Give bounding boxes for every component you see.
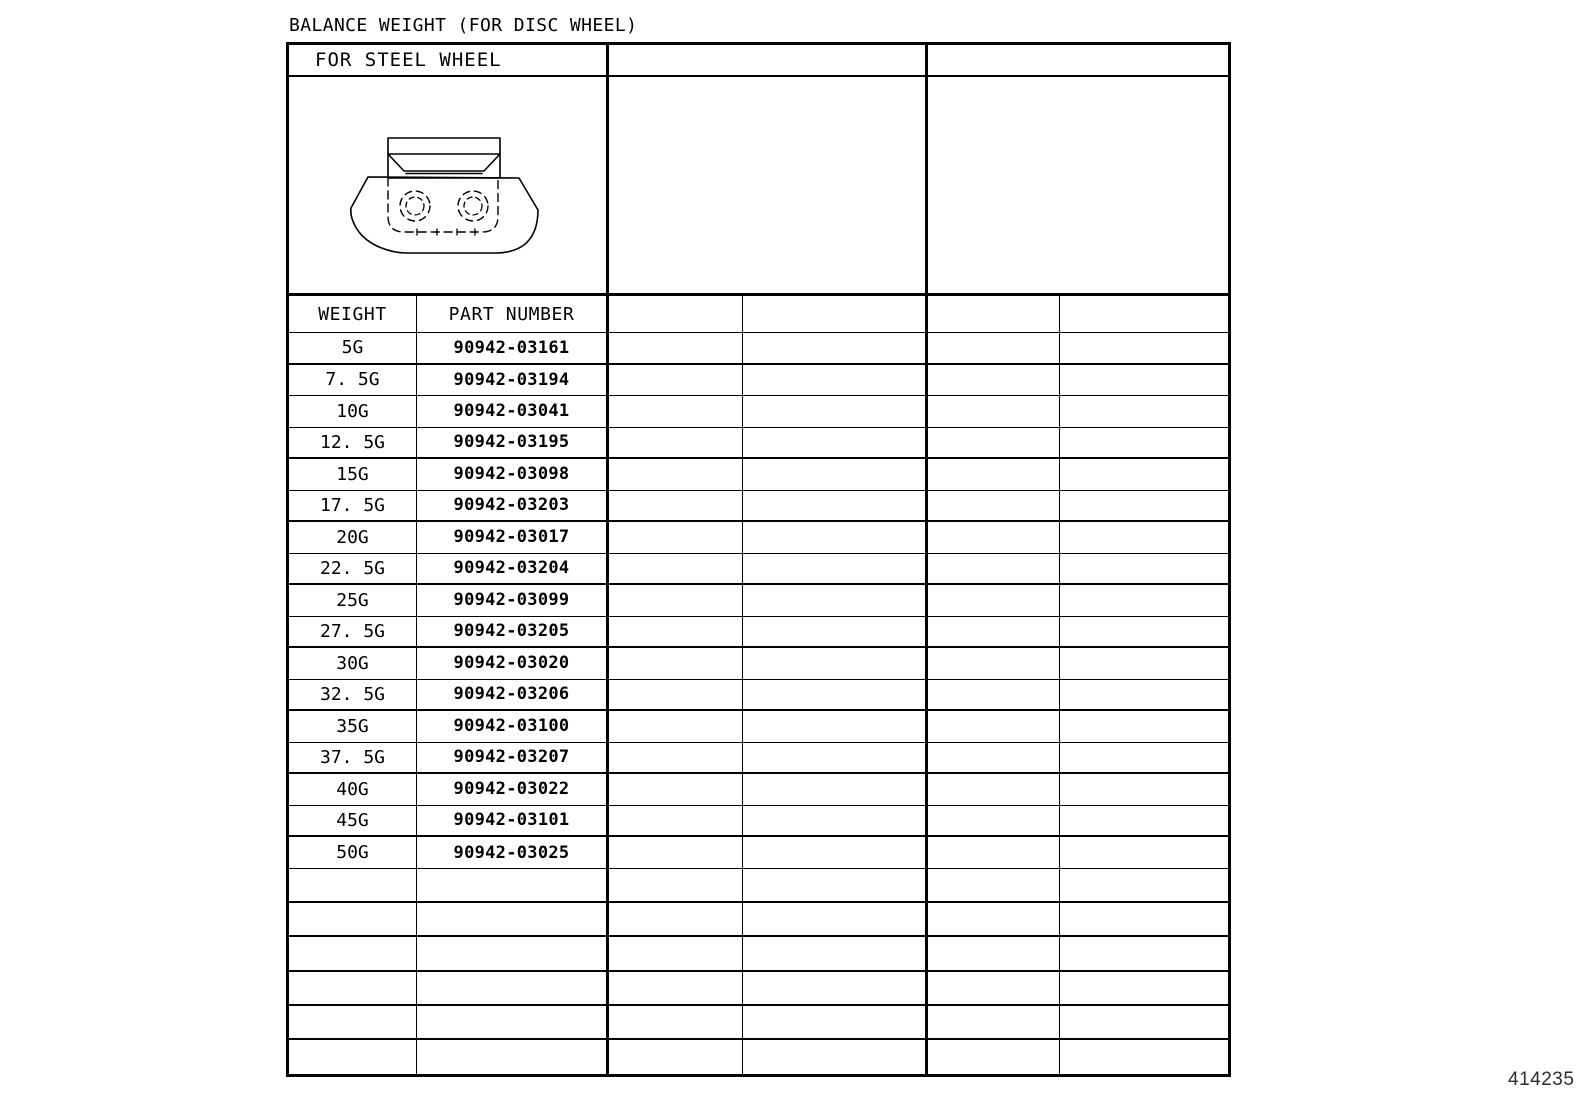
empty-cell bbox=[609, 774, 743, 805]
empty-cell bbox=[1060, 937, 1228, 969]
table-row bbox=[289, 837, 1228, 869]
empty-cell bbox=[609, 743, 743, 773]
column-header-empty bbox=[1060, 296, 1228, 332]
empty-cell bbox=[743, 1040, 928, 1074]
empty-cell bbox=[928, 554, 1060, 584]
empty-cell bbox=[743, 743, 928, 773]
empty-cell bbox=[928, 333, 1060, 363]
empty-cell bbox=[1060, 648, 1228, 679]
parts-table bbox=[286, 42, 1231, 1077]
empty-cell bbox=[289, 869, 417, 901]
empty-cell bbox=[1060, 365, 1228, 396]
empty-cell bbox=[928, 428, 1060, 458]
part-number-cell: 90942-03161 bbox=[417, 333, 609, 363]
empty-cell bbox=[1060, 617, 1228, 647]
empty-cell bbox=[609, 837, 743, 868]
empty-cell bbox=[743, 680, 928, 710]
table-row bbox=[289, 806, 1228, 838]
empty-cell bbox=[1060, 333, 1228, 363]
empty-cell bbox=[609, 1040, 743, 1074]
weight-cell: 32. 5G bbox=[289, 680, 417, 710]
weight-cell: 20G bbox=[289, 522, 417, 553]
empty-cell bbox=[609, 903, 743, 935]
group-header-row bbox=[289, 45, 1228, 77]
empty-cell bbox=[417, 1040, 609, 1074]
empty-cell bbox=[1060, 869, 1228, 901]
empty-cell bbox=[928, 396, 1060, 427]
weight-cell: 50G bbox=[289, 837, 417, 868]
part-number-cell: 90942-03101 bbox=[417, 806, 609, 836]
column-header-empty bbox=[928, 296, 1060, 332]
empty-cell bbox=[743, 491, 928, 521]
empty-cell bbox=[289, 1006, 417, 1038]
weight-cell: 37. 5G bbox=[289, 743, 417, 773]
empty-cell bbox=[609, 648, 743, 679]
empty-cell bbox=[609, 365, 743, 396]
page-title: BALANCE WEIGHT (FOR DISC WHEEL) bbox=[289, 15, 638, 36]
empty-cell bbox=[743, 396, 928, 427]
empty-cell bbox=[928, 837, 1060, 868]
empty-cell bbox=[743, 428, 928, 458]
empty-cell bbox=[743, 522, 928, 553]
empty-cell bbox=[743, 617, 928, 647]
empty-cell bbox=[609, 396, 743, 427]
empty-cell bbox=[417, 937, 609, 969]
empty-cell bbox=[928, 648, 1060, 679]
page-number: 414235 bbox=[1508, 1069, 1575, 1090]
part-number-cell: 90942-03020 bbox=[417, 648, 609, 679]
empty-cell bbox=[289, 937, 417, 969]
empty-cell bbox=[743, 806, 928, 836]
empty-cell bbox=[1060, 743, 1228, 773]
empty-cell bbox=[928, 1040, 1060, 1074]
table-row bbox=[289, 774, 1228, 806]
empty-cell bbox=[743, 972, 928, 1004]
empty-cell bbox=[743, 459, 928, 490]
group-header-2 bbox=[609, 45, 928, 75]
empty-cell bbox=[609, 711, 743, 742]
table-row bbox=[289, 711, 1228, 743]
table-row bbox=[289, 648, 1228, 680]
empty-cell bbox=[1060, 491, 1228, 521]
part-number-cell: 90942-03017 bbox=[417, 522, 609, 553]
empty-cell bbox=[609, 522, 743, 553]
empty-cell bbox=[289, 903, 417, 935]
empty-cell bbox=[928, 522, 1060, 553]
weight-cell: 5G bbox=[289, 333, 417, 363]
group-header-steel-wheel: FOR STEEL WHEEL bbox=[289, 45, 609, 75]
empty-cell bbox=[743, 774, 928, 805]
table-row bbox=[289, 743, 1228, 775]
empty-cell bbox=[609, 554, 743, 584]
empty-cell bbox=[1060, 806, 1228, 836]
balance-weight-figure-icon bbox=[345, 126, 585, 266]
empty-cell bbox=[928, 617, 1060, 647]
table-row bbox=[289, 617, 1228, 649]
table-row bbox=[289, 680, 1228, 712]
part-number-cell: 90942-03098 bbox=[417, 459, 609, 490]
empty-cell bbox=[609, 1006, 743, 1038]
weight-cell: 22. 5G bbox=[289, 554, 417, 584]
empty-cell bbox=[743, 903, 928, 935]
empty-cell bbox=[928, 972, 1060, 1004]
empty-cell bbox=[1060, 522, 1228, 553]
empty-cell bbox=[609, 972, 743, 1004]
column-header-row bbox=[289, 296, 1228, 333]
column-header-part-number: PART NUMBER bbox=[417, 296, 609, 332]
empty-cell bbox=[928, 937, 1060, 969]
empty-cell bbox=[289, 972, 417, 1004]
empty-cell bbox=[1060, 711, 1228, 742]
empty-cell bbox=[417, 903, 609, 935]
part-number-cell: 90942-03100 bbox=[417, 711, 609, 742]
empty-cell bbox=[417, 869, 609, 901]
weight-cell: 15G bbox=[289, 459, 417, 490]
weight-cell: 7. 5G bbox=[289, 365, 417, 396]
figure-row-empty-cell bbox=[609, 77, 928, 293]
table-row bbox=[289, 459, 1228, 491]
empty-cell bbox=[1060, 972, 1228, 1004]
part-number-cell: 90942-03041 bbox=[417, 396, 609, 427]
empty-row bbox=[289, 972, 1228, 1006]
empty-cell bbox=[1060, 774, 1228, 805]
empty-cell bbox=[609, 806, 743, 836]
empty-cell bbox=[928, 1006, 1060, 1038]
empty-cell bbox=[928, 806, 1060, 836]
empty-cell bbox=[743, 554, 928, 584]
empty-cell bbox=[743, 937, 928, 969]
empty-cell bbox=[1060, 396, 1228, 427]
empty-cell bbox=[928, 585, 1060, 616]
table-row bbox=[289, 554, 1228, 586]
figure-row bbox=[289, 77, 1228, 296]
part-number-cell: 90942-03025 bbox=[417, 837, 609, 868]
empty-row bbox=[289, 937, 1228, 971]
table-row bbox=[289, 365, 1228, 397]
empty-cell bbox=[743, 585, 928, 616]
part-number-cell: 90942-03203 bbox=[417, 491, 609, 521]
empty-cell bbox=[928, 711, 1060, 742]
empty-cell bbox=[928, 903, 1060, 935]
weight-cell: 45G bbox=[289, 806, 417, 836]
empty-cell bbox=[609, 869, 743, 901]
empty-cell bbox=[609, 428, 743, 458]
empty-row bbox=[289, 1040, 1228, 1074]
empty-cell bbox=[1060, 459, 1228, 490]
part-number-cell: 90942-03204 bbox=[417, 554, 609, 584]
empty-cell bbox=[1060, 903, 1228, 935]
empty-cell bbox=[1060, 1040, 1228, 1074]
empty-cell bbox=[417, 972, 609, 1004]
part-number-cell: 90942-03206 bbox=[417, 680, 609, 710]
empty-cell bbox=[609, 491, 743, 521]
weight-cell: 35G bbox=[289, 711, 417, 742]
part-number-cell: 90942-03022 bbox=[417, 774, 609, 805]
empty-cell bbox=[928, 491, 1060, 521]
weight-cell: 40G bbox=[289, 774, 417, 805]
column-header-empty bbox=[609, 296, 743, 332]
empty-cell bbox=[609, 617, 743, 647]
empty-cell bbox=[928, 459, 1060, 490]
empty-cell bbox=[609, 680, 743, 710]
table-row bbox=[289, 428, 1228, 460]
empty-cell bbox=[1060, 680, 1228, 710]
empty-cell bbox=[609, 459, 743, 490]
empty-cell bbox=[1060, 585, 1228, 616]
group-header-3 bbox=[928, 45, 1228, 75]
empty-cell bbox=[1060, 428, 1228, 458]
empty-cell bbox=[743, 711, 928, 742]
empty-cell bbox=[928, 680, 1060, 710]
empty-cell bbox=[1060, 837, 1228, 868]
part-number-cell: 90942-03207 bbox=[417, 743, 609, 773]
part-number-cell: 90942-03099 bbox=[417, 585, 609, 616]
empty-cell bbox=[743, 648, 928, 679]
empty-cell bbox=[417, 1006, 609, 1038]
empty-cell bbox=[928, 774, 1060, 805]
part-number-cell: 90942-03205 bbox=[417, 617, 609, 647]
weight-cell: 10G bbox=[289, 396, 417, 427]
table-row bbox=[289, 333, 1228, 365]
column-header-empty bbox=[743, 296, 928, 332]
empty-cell bbox=[1060, 554, 1228, 584]
empty-cell bbox=[743, 869, 928, 901]
figure-row-empty-cell bbox=[928, 77, 1228, 293]
weight-cell: 17. 5G bbox=[289, 491, 417, 521]
empty-cell bbox=[743, 1006, 928, 1038]
figure-cell bbox=[289, 77, 609, 293]
part-number-cell: 90942-03194 bbox=[417, 365, 609, 396]
table-row bbox=[289, 585, 1228, 617]
table-row bbox=[289, 522, 1228, 554]
empty-cell bbox=[609, 333, 743, 363]
empty-cell bbox=[743, 365, 928, 396]
weight-cell: 30G bbox=[289, 648, 417, 679]
empty-cell bbox=[1060, 1006, 1228, 1038]
empty-row bbox=[289, 903, 1228, 937]
table-row bbox=[289, 491, 1228, 523]
weight-cell: 27. 5G bbox=[289, 617, 417, 647]
empty-cell bbox=[609, 585, 743, 616]
empty-row bbox=[289, 869, 1228, 903]
empty-cell bbox=[743, 837, 928, 868]
empty-cell bbox=[289, 1040, 417, 1074]
empty-row bbox=[289, 1006, 1228, 1040]
empty-cell bbox=[928, 869, 1060, 901]
empty-cell bbox=[609, 937, 743, 969]
column-header-weight: WEIGHT bbox=[289, 296, 417, 332]
empty-cell bbox=[928, 743, 1060, 773]
empty-cell bbox=[743, 333, 928, 363]
table-row bbox=[289, 396, 1228, 428]
empty-cell bbox=[928, 365, 1060, 396]
weight-cell: 25G bbox=[289, 585, 417, 616]
weight-cell: 12. 5G bbox=[289, 428, 417, 458]
part-number-cell: 90942-03195 bbox=[417, 428, 609, 458]
